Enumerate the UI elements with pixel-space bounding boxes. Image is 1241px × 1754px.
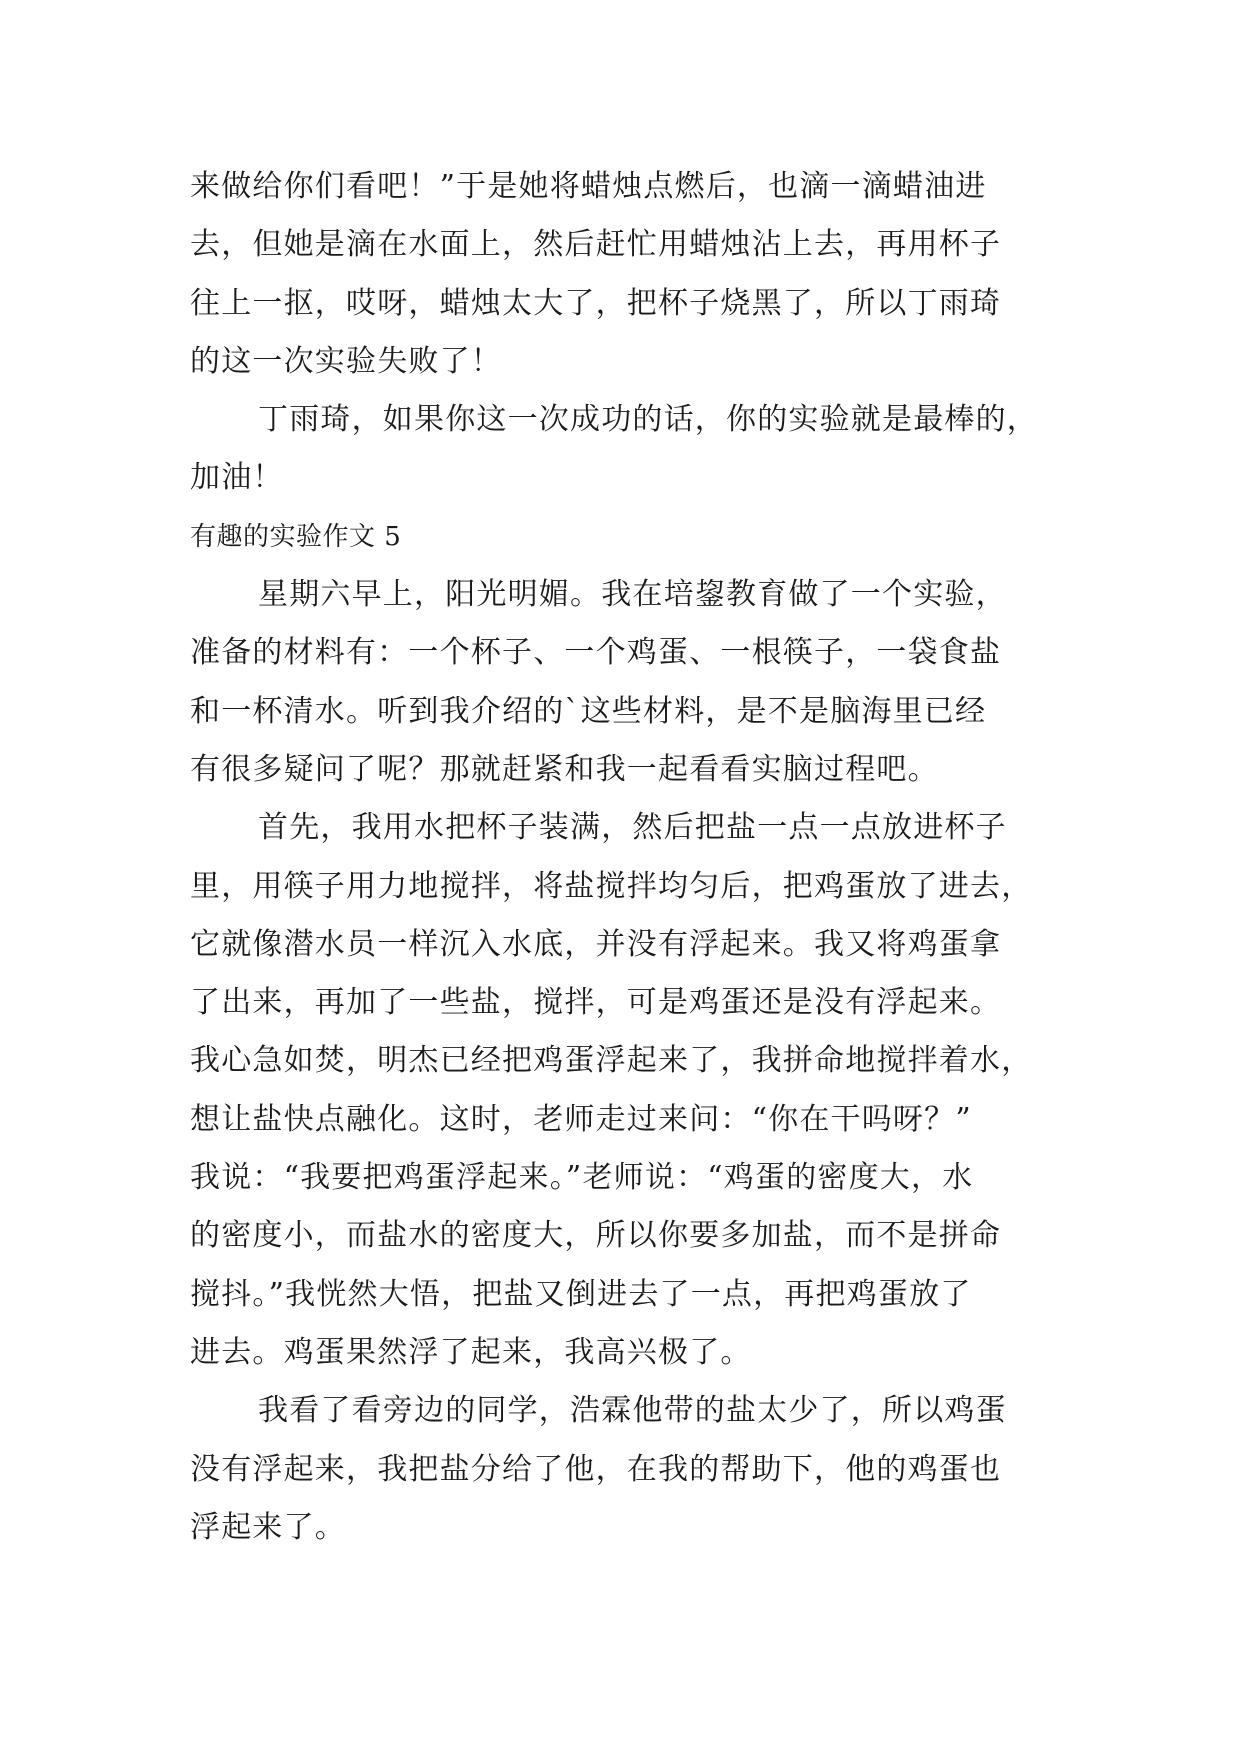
text-line: 往上一抠，哎呀，蜡烛太大了，把杯子烧黑了，所以丁雨琦 [190,285,1002,321]
text-line: 想让盐快点融化。这时，老师走过来问：“你在干吗呀？” [190,1101,972,1137]
text-line: 了出来，再加了一些盐，搅拌，可是鸡蛋还是没有浮起来。 [190,985,1002,1021]
section-heading: 有趣的实验作文 5 [190,521,402,552]
text-line: 没有浮起来，我把盐分给了他，在我的帮助下，他的鸡蛋也 [190,1451,1002,1487]
text-line: 的密度小，而盐水的密度大，所以你要多加盐，而不是拼命 [190,1218,1002,1254]
text-line: 我说：“我要把鸡蛋浮起来。”老师说：“鸡蛋的密度大，水 [190,1160,974,1196]
text-line: 搅抖。”我恍然大悟，把盐又倒进去了一点，再把鸡蛋放了 [190,1276,972,1312]
text-line: 加油！ [190,460,284,496]
text-line: 来做给你们看吧！”于是她将蜡烛点燃后，也滴一滴蜡油进 [190,169,987,204]
text-line: 它就像潜水员一样沉入水底，并没有浮起来。我又将鸡蛋拿 [190,926,1002,962]
text-line: 有很多疑问了呢？那就赶紧和我一起看看实脑过程吧。 [190,751,939,787]
text-line: 和一杯清水。听到我介绍的`这些材料，是不是脑海里已经 [190,693,987,729]
text-line: 浮起来了。 [190,1509,346,1545]
text-line: 准备的材料有：一个杯子、一个鸡蛋、一根筷子，一袋食盐 [190,635,1002,671]
paragraph-first-line: 首先，我用水把杯子装满，然后把盐一点一点放进杯子 [258,810,1007,846]
text-line: 去，但她是滴在水面上，然后赶忙用蜡烛沾上去，再用杯子 [190,227,1002,263]
text-line: 我心急如焚，明杰已经把鸡蛋浮起来了，我拼命地搅拌着水， [190,1043,1033,1079]
text-line: 进去。鸡蛋果然浮了起来，我高兴极了。 [190,1334,752,1370]
text-line: 的这一次实验失败了！ [190,343,502,379]
paragraph-first-line: 丁雨琦，如果你这一次成功的话，你的实验就是最棒的， [258,402,1038,438]
document-body [190,158,1060,1557]
text-line: 里，用筷子用力地搅拌，将盐搅拌均匀后，把鸡蛋放了进去， [190,868,1033,904]
paragraph-first-line: 我看了看旁边的同学，浩霖他带的盐太少了，所以鸡蛋 [258,1393,1007,1429]
paragraph-first-line: 星期六早上，阳光明媚。我在培鋆教育做了一个实验， [258,577,1007,613]
